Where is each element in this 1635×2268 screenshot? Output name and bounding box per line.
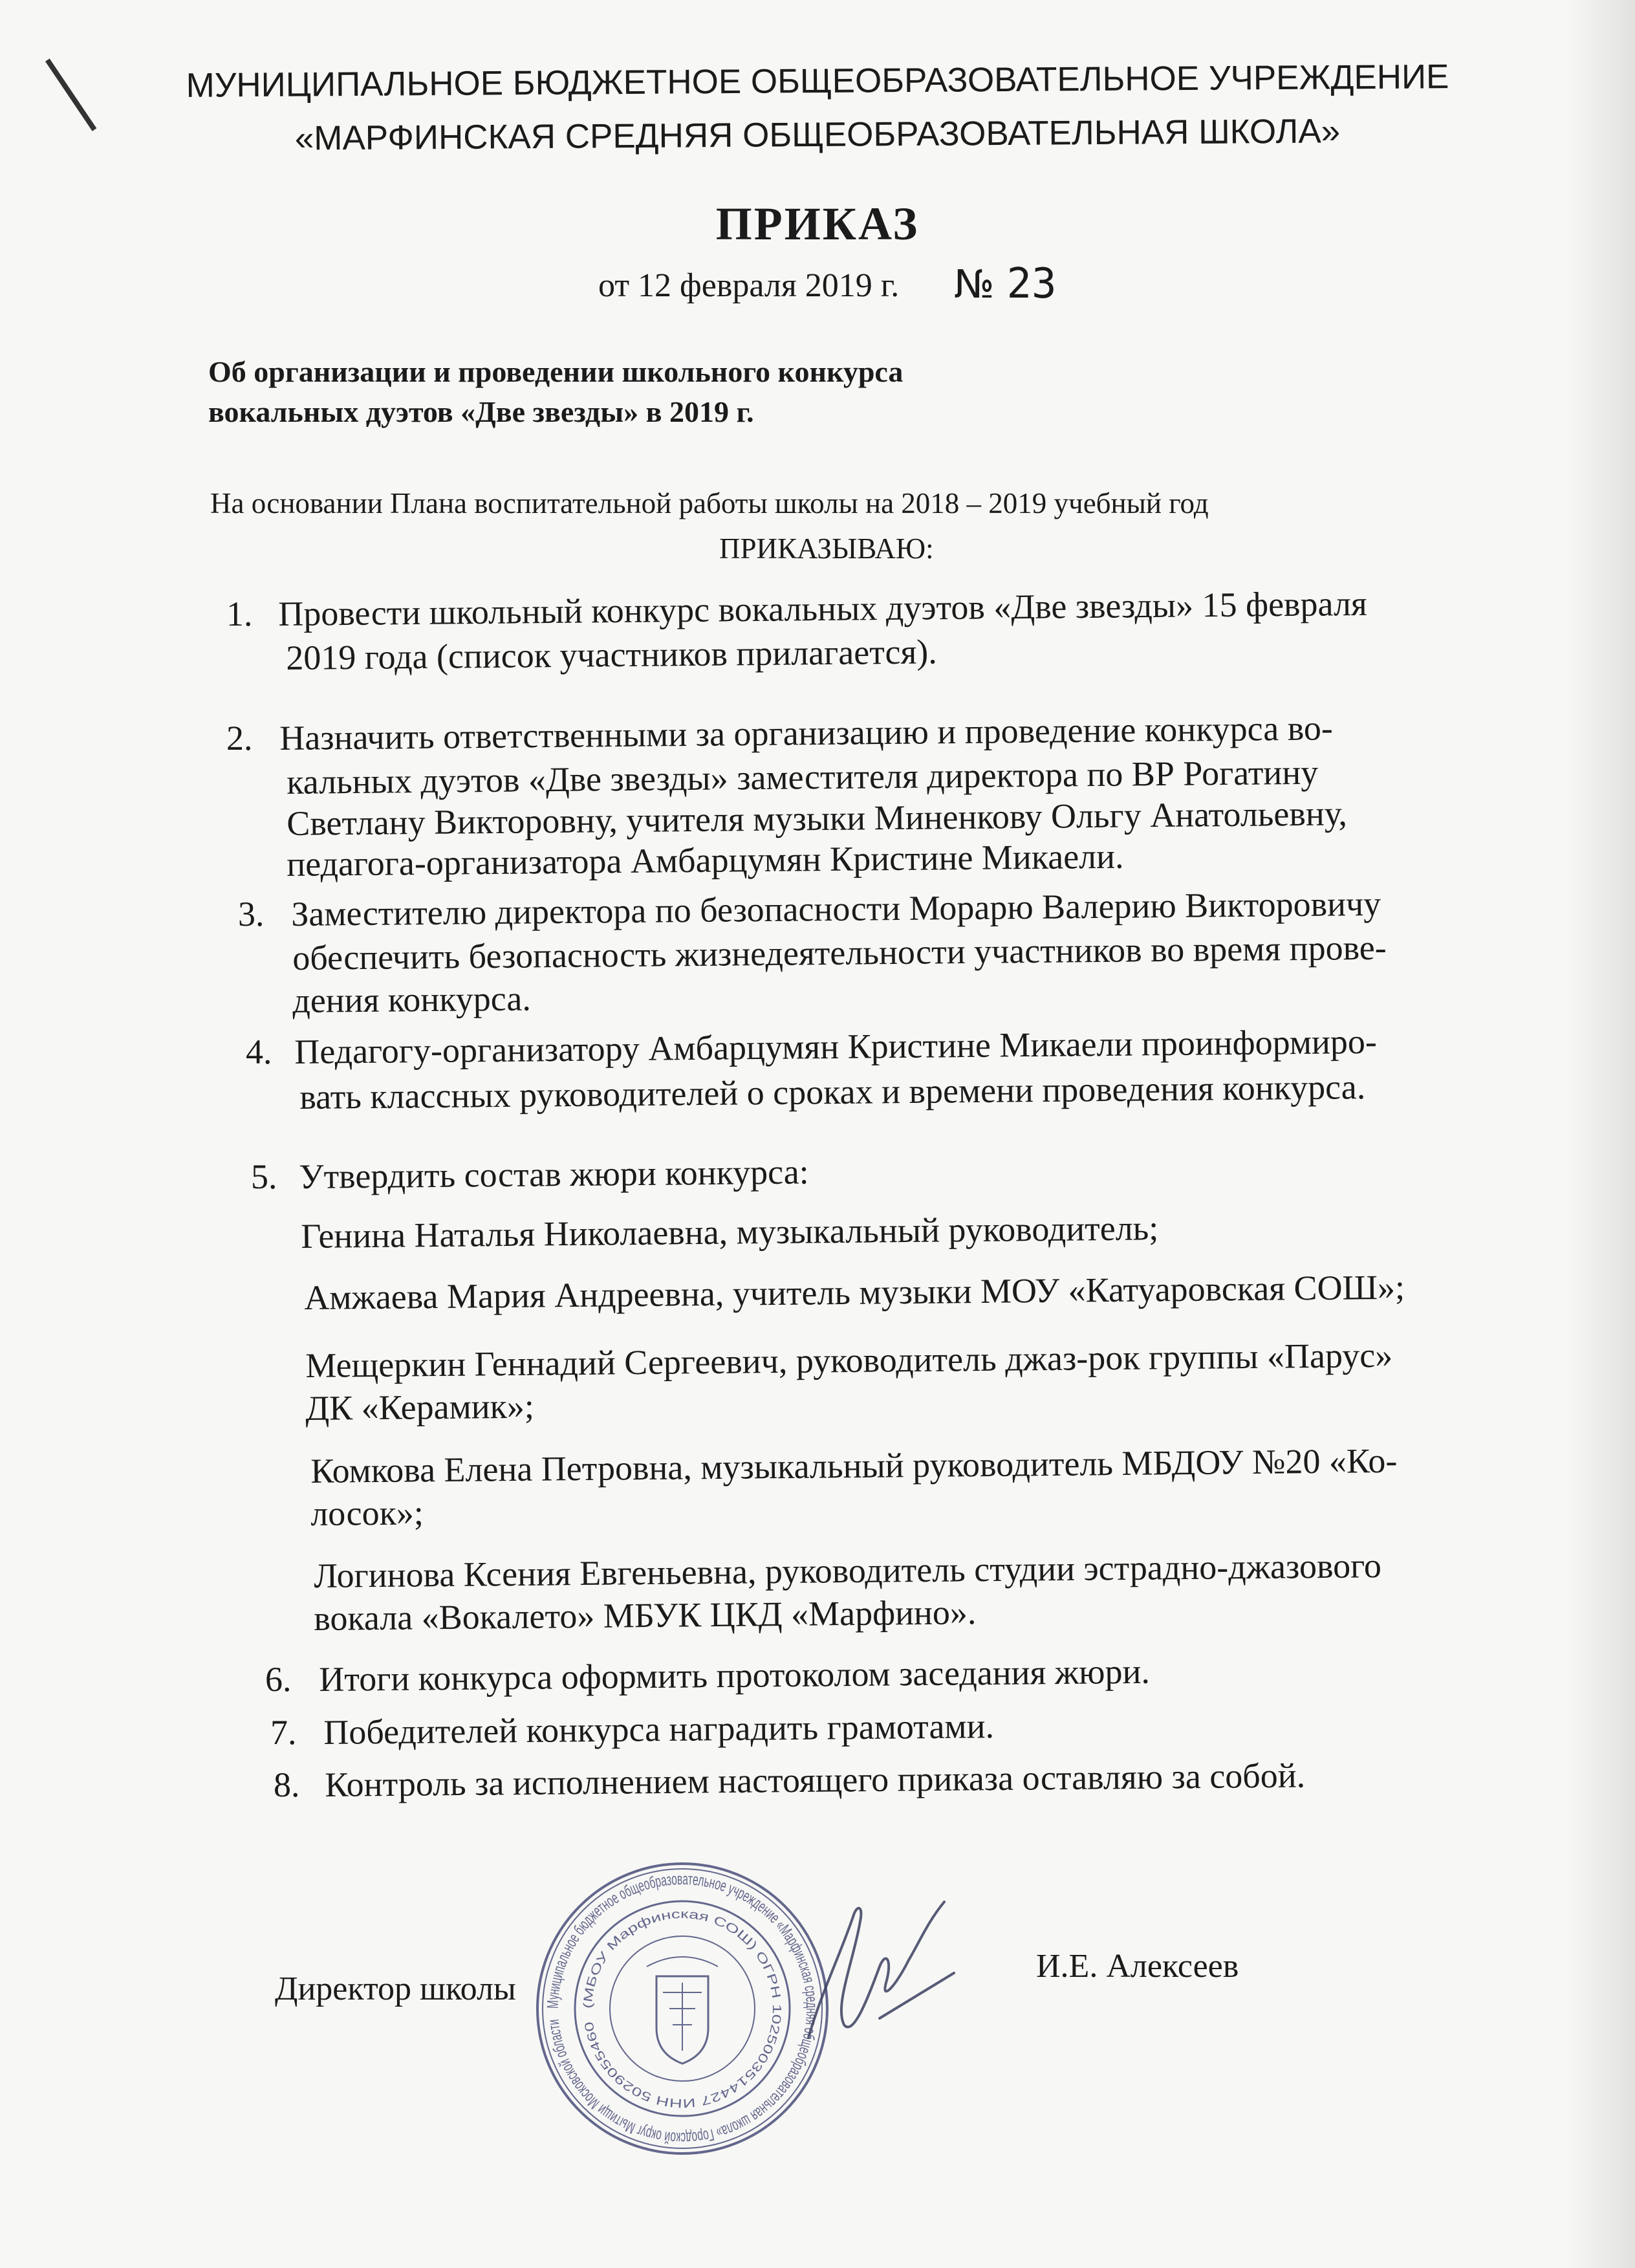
order-item-number: 4. bbox=[246, 1032, 272, 1071]
order-item-number: 2. bbox=[226, 719, 253, 758]
jury-member-line: Генина Наталья Николаевна, музыкальный руководитель; bbox=[301, 1208, 1159, 1256]
order-item-line: 2019 года (список участников прилагается). bbox=[286, 632, 938, 677]
jury-member-line: Мещеркин Геннадий Сергеевич, руководитель джаз-рок группы «Парус» bbox=[305, 1335, 1393, 1385]
document-title: ПРИКАЗ bbox=[715, 198, 920, 250]
jury-member-line: лосок»; bbox=[310, 1493, 424, 1533]
subject-line-1: Об организации и проведении школьного конкурса bbox=[208, 355, 904, 388]
basis-text: На основании Плана воспитательной работы школы на 2018 – 2019 учебный год bbox=[210, 487, 1209, 519]
order-item-number: 1. bbox=[226, 594, 253, 633]
stamp-inner-text: (МБОУ Марфинская СОШ) ОГРН 1025003514427 ИНН 5029055460 bbox=[581, 1907, 784, 2110]
org-name-line-2: «МАРФИНСКАЯ СРЕДНЯЯ ОБЩЕОБРАЗОВАТЕЛЬНАЯ ШКОЛА» bbox=[294, 112, 1341, 158]
order-item-line: Провести школьный конкурс вокальных дуэтов «Две звезды» 15 февраля bbox=[278, 583, 1368, 633]
jury-member-line: Амжаева Мария Андреевна, учитель музыки МОУ «Катуаровская СОШ»; bbox=[304, 1267, 1405, 1317]
order-item-number: 8. bbox=[274, 1765, 300, 1804]
number-sign: № bbox=[954, 262, 995, 307]
subject-line-2: вокальных дуэтов «Две звезды» в 2019 г. bbox=[208, 395, 754, 428]
handwritten-number: 23 bbox=[1006, 260, 1057, 308]
order-item-line: дения конкурса. bbox=[292, 979, 532, 1020]
jury-member-line: вокала «Вокалето» МБУК ЦКД «Марфино». bbox=[314, 1593, 977, 1638]
order-item-number: 6. bbox=[265, 1660, 292, 1699]
order-item-line: кальных дуэтов «Две звезды» заместителя директора по ВР Рогатину bbox=[287, 752, 1319, 801]
order-item-line: вать классных руководителей о сроках и времени проведения конкурса. bbox=[299, 1067, 1366, 1117]
order-item-number: 3. bbox=[238, 895, 265, 933]
order-item-line: Светлану Викторовну, учителя музыки Миненкову Ольгу Анатольевну, bbox=[287, 794, 1348, 843]
jury-member-line: Комкова Елена Петровна, музыкальный руководитель МБДОУ №20 «Ко- bbox=[310, 1441, 1398, 1490]
org-name-line-1: МУНИЦИПАЛЬНОЕ БЮДЖЕТНОЕ ОБЩЕОБРАЗОВАТЕЛЬНОЕ УЧРЕЖДЕНИЕ bbox=[186, 58, 1449, 105]
scan-edge-shadow bbox=[1564, 0, 1635, 2268]
jury-member-line: ДК «Керамик»; bbox=[305, 1386, 535, 1428]
order-item-number: 7. bbox=[270, 1713, 297, 1752]
stamp-outer-text: Муниципальное бюджетное общеобразовательное учреждение «Марфинская средняя общеобразовательная школа» Городской округ Мытищи Московской области bbox=[543, 1870, 821, 2148]
document-number bbox=[954, 260, 1057, 308]
order-item-line: Победителей конкурса наградить грамотами. bbox=[323, 1706, 995, 1752]
order-item-line: Утвердить состав жюри конкурса: bbox=[299, 1152, 809, 1196]
order-word: ПРИКАЗЫВАЮ: bbox=[719, 532, 934, 565]
order-item-line: педагога-организатора Амбарцумян Кристине Микаели. bbox=[287, 836, 1124, 884]
order-item-line: Назначить ответственными за организацию и проведение конкурса во- bbox=[279, 708, 1334, 758]
order-item-number: 5. bbox=[251, 1157, 277, 1196]
order-item-line: Педагогу-организатору Амбарцумян Кристине Микаели проинформиро- bbox=[294, 1021, 1378, 1071]
signature-name: И.Е. Алексеев bbox=[1036, 1948, 1239, 1985]
order-item-line: Заместителю директора по безопасности Морарю Валерию Викторовичу bbox=[291, 884, 1381, 933]
jury-member-line: Логинова Ксения Евгеньевна, руководитель студии эстрадно-джазового bbox=[314, 1546, 1382, 1595]
handwritten-signature bbox=[783, 1876, 964, 2057]
order-item-line: обеспечить безопасность жизнедеятельности участников во время прове- bbox=[292, 928, 1387, 977]
order-item-line: Контроль за исполнением настоящего приказа оставляю за собой. bbox=[325, 1756, 1306, 1804]
document-date: от 12 февраля 2019 г. bbox=[598, 267, 900, 304]
order-item-line: Итоги конкурса оформить протоколом заседания жюри. bbox=[319, 1652, 1151, 1699]
signature-position: Директор школы bbox=[275, 1970, 516, 2007]
